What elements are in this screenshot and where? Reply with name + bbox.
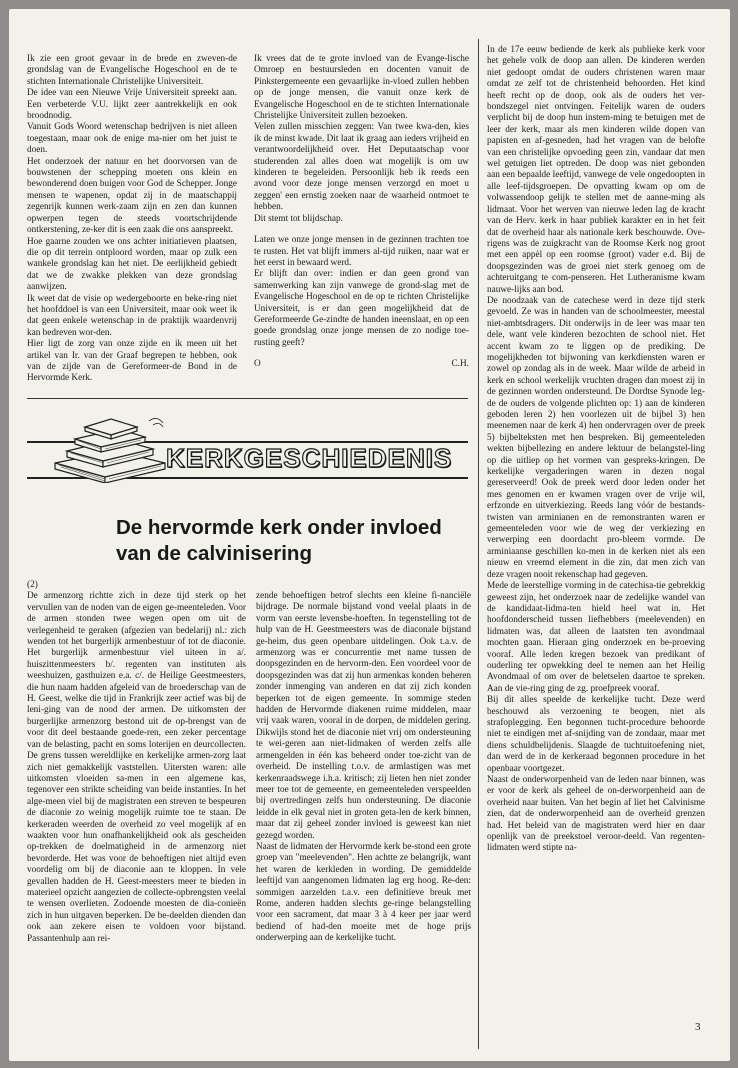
letter-paragraph: Ik vrees dat de te grote invloed van de Evange-lische Omroep en bestuursleden en docenten vanuit de Pinkstergemeente een gevaarlijke in-vloed zullen hebben op de jonge mensen, die vanuit onze kerk de Evangelische Hogeschool en de te stichten Internationale Christelijke Universiteit zullen bezoeken. — [254, 54, 469, 122]
article-part-number: (2) — [27, 580, 38, 590]
signature-author: C.H. — [451, 359, 469, 370]
section-banner — [27, 419, 468, 489]
article-paragraph: Naast de onderworpenheid van de leden naar binnen, was er voor de kerk als geheel de on-derworpenheid aan de overheid naar buiten. Van het begin af liet het Calvinisme zien, dat de onderworpenheid aan de overheid grenzen had. Het beleid van de magistraten werd hier en daar openlijk van de preekstoel veroor-deeld. Van regenten-lidmaten werd stipte na- — [487, 775, 705, 854]
article-paragraph: Mede de leerstellige vorming in de catechisa-tie gebrekkig geweest zijn, het onderzoek naar de zedelijke wandel van de kandidaat-lidma-ten hield heel wat in. Het hoofdonderscheid tussen liefhebbers (meelevenden) en lidmaten was, dat alleen de laatsten ten avondmaal mochten gaan. Hieraan ging onderzoek en be-proeving vooraf. Alle leden kregen bezoek van predikant of ouderling ter opwekking deel te nemen aan het Heilig Avondmaal of om over de beletselen daartoe te spreken. Aan de vie-ring ging de zg. proefpreek vooraf. — [487, 581, 705, 694]
article-paragraph: In de 17e eeuw bediende de kerk als publieke kerk voor het gehele volk de doop aan allen. De kinderen werden niet gedoopt omdat de ouders christenen waren maar omdat ze zelf tot de christenheid behoorden. Het kind heeft recht op de doop, ook als de ouders het ver-bondszegel niet ontvingen. Feitelijk waren de ouders verplicht bij de doop hun instem-ming te betuigen met de leer der kerk, maar als men kinderen wilde dopen van papisten en af-gesneden, had het vragen van de belofte van een christelijke opvoeding geen zin, vandaar dat men wel getuigen liet optreden. De doop was niet gebonden aan een bepaalde leeftijd, vanwege de vele ongedoopten in alle leef-tijdsgroepen. De opvatting kwam op om de volwassendoop gelijk te stellen met de aanne-ming als lidmaat. Voor het werven van nieuwe leden lag de kracht van de Herv. kerk in haar publiek karakter en in het feit dat de overheid haar als nationale kerk beschouwde. Ove-rigens was de zuigkracht van de Roomse Kerk nog groot met een appèl op een roomse (groot) vader e.d. Bij de doopsgezinden was de groei niet sterk genoeg om de achteruitgang te com-penseren. Het Lutheranisme kwam nauwe-lijks aan bod. — [487, 45, 705, 295]
magazine-page — [9, 9, 730, 1061]
books-illustration-icon — [45, 411, 185, 483]
letter-paragraph: Het onderzoek der natuur en het doorvorsen van de bouwstenen der schepping moeten ons klein en bewonderend doen buigen voor God de Schepper. Jonge mensen te wapenen, opdat zij in de maatschappij zegenrijk kunnen werk-zaam zijn en zen dan kunnen opwerpen tegen de steeds voortschrijdende ontkerstening, ze-ker dit is een zaak die ons aanspreekt. — [27, 156, 237, 236]
article-paragraph: Naast de lidmaten der Hervormde kerk be-stond een grote groep van "meelevenden". Hen achtte ze belangrijk, want het waren de kerkleden in wording. De gemiddelde leeftijd van aangenomen lidmaten lag erg hoog. Re-den: sommigen aarzelden t.a.v. een definitieve breuk met Rome, anderen hadden slechts ge-ringe belangstelling voor een sacrament, dat maar 3 à 4 keer per jaar werd bediend of had-den moeite met de hoge prijs onderwerping aan de kerkelijke tucht. — [256, 841, 471, 944]
page-number: 3 — [695, 1021, 701, 1033]
letter-paragraph: Dit stemt tot blijdschap. — [254, 213, 343, 224]
letter-column-middle — [254, 54, 469, 399]
article-column-2 — [256, 591, 471, 1021]
letter-signature — [254, 359, 469, 370]
article-title: De hervormde kerk onder invloed van de calvinisering — [116, 516, 442, 565]
article-paragraph: De noodzaak van de catechese werd in deze tijd sterk gevoeld. Ze was in handen van de schoolmeester, meestal niet-ambtsdragers. Dit onderwijs in de leer was maar ten dele, want vele kinderen bezochten de school niet. Het accent kwam zo te liggen op de prediking. De mogelijkheden tot bijwoning van kerkdiensten waren er zowel op zondag als in de week. Maar wilde de arbeid in kerk en school werkelijk vruchten dragen dan moest zij in de gezinnen worden ondersteund. De Dordtse Synode leg-de de ouders de volgende plichten op: 1) aan de kinderen geboden leren 2) hen voorlezen uit de bijbel 3) hen meenemen naar de kerk 4) hen ondervragen over de preek 5) bijbelteksten met hen bespreken. Bij gemeenteleden wekten bijbellezing en andere lektuur de belangstel-ling op die uitliep op het vormen van gespreks-kringen. De kerkelijke vergaderingen waren in dezen nogal gereserveerd! Ook de preek werd door leden onder het mes genomen en er kwamen vragen over de vrije wil, erfzonde en uitverkiezing. Reeds lang vóór de bestands-twisten van arminianen en de remonstranten waren er gemeenteleden voor wie de weg der verkiezing en verwerping een doordacht pro-bleem vormde. De arminiaanse geschillen ko-men in de kerken niet als een nieuw en vreemd element in die zin, dat men zich van deze vragen nooit rekenschap had gegeven. — [487, 295, 705, 580]
letter-paragraph: Vanuit Gods Woord wetenschap bedrijven is niet alleen toegestaan, maar ook de enige ma-nier om het juist te doen. — [27, 122, 237, 156]
letter-paragraph: Ik zie een groot gevaar in de brede en zweven-de grondslag van de Evangelische Hogeschool en de te stichten Internationale Christelijke Universiteit. — [27, 54, 237, 87]
section-label: KERKGESCHIEDENIS — [166, 443, 453, 473]
article-paragraph: zende behoeftigen betrof slechts een kleine fi-nanciële bijdrage. De normale bijstand vond veelal plaats in de vorm van eerste levensbe-hoeften. In tegenstelling tot de hulp van de H. Geestmeesters was de diaconale bijstand ge-heim, dus geen openbare uitdelingen. Ook t.a.v. de armenzorg was er concurrentie met name tussen de doopsgezinden en de hervorm-den. Een voordeel voor de doopsgezinden was dat zij hun armenkas konden beheren zonder inmenging van anderen en dat zij zich konden beperken tot de eigen gemeente. In sommige steden hadden de Hervormde diakenen ruime middelen, maar vrij vaak waren, vooral in de dorpen, de middelen gering. Dikwijls stond het de diaconie niet vrij om ondersteuning te wei-geren aan niet-lidmaken of werden zelfs alle armengelden in één kas beheerd onder toe-zicht van de overheid. De instelling t.o.v. de armlastigen was met kerkenraadswege i.h.a. kritisch; zij lieten hen niet zonder meer toe tot de gemeente, en gemeenteleden verspeelden bij overtredingen zelfs hun ondersteuning. De diaconie leidde in elk geval niet in groten geta-len de kerk binnen, maar dat zij geheel zonder invloed is geweest kan niet gezegd worden. — [256, 591, 471, 841]
letter-paragraph: De idee van een Nieuwe Vrije Universiteit spreekt aan. Een verbeterde V.U. lijkt zeer aantrekkelijk en ook broodnodig. — [27, 88, 237, 122]
article-paragraph: De armenzorg richtte zich in deze tijd sterk op het vervullen van de noden van de eigen ge-meenteleden. Voor de armen stonden twee wegen open om uit de verlegenheid te geraken (afgezien van bedelarij) nl.: zich wenden tot het burgerlijk armenbestuur of tot de diaconie. Het burgerlijk armenbestuur viel uiteen in a/. huiszittenmeesters b/. regenten van instituten als weeshuizen, gasthuizen e.a. c/. de Heilige Geestmeesters, die hun naam hadden afgeleid van de broederschap van de H. Geest, welke die tijd in Frankrijk zeer actief was bij de leni-ging van de nood der armen. De uitkomsten der burgerlijke armenzorg bestond uit de op-brengst van de voor dit deel bestaande goede-ren, een zeker percentage van de belasting, pacht en soms loterijen en deurcollecten. De grens tussen wereldlijke en kerkelijke armen-zorg laat zich niet gemakkelijk vaststellen. Uitersten waren: alle uitkomsten vloeiden sa-men in een algemene kas, tegenover een strikte scheiding van beide instanties. In het alge-meen viel bij de magistraten een streven te bespeuren de diaconie zo weinig mogelijk ruimte toe te staan. De kerkeraden weerden de overheid zo veel mogelijk af en waakten voor hun onafhankelijkheid ook als gescheiden op-trekken de doelmatigheid in de armenzorg niet bevorderde. Het was voor de behoeftigen niet altijd even voordelig om bij de diaconie aan te kloppen. In vele gevallen hadden de H. Geest-meesters meer te bieden in materieel opzicht aangezien de collecte-opbrengsten veelal te wensen overlieten. Zodoende moesten de dia-conieën zich in hun uitgaven beperken. De be-deelden dienden dan ook aan zekere eisen te voldoen voor bijstand. Passantenhulp aan rei- — [27, 591, 246, 944]
letter-paragraph: Hier ligt de zorg van onze zijde en ik meen uit het artikel van Ir. van der Graaf begrepen te hebben, ook van de zijde van de Gereformeer-de Bond in de Hervormde Kerk. — [27, 339, 237, 384]
letter-column-left — [27, 54, 237, 396]
article-column-3 — [487, 45, 705, 1023]
letter-paragraph: Ik weet dat de visie op wedergeboorte en beke-ring niet het hoofddoel is van een Universiteit, maar ook weet ik dat geen enkele wetenschap in de praktijk waardenvrij kan bedreven wor-den. — [27, 293, 237, 338]
column-divider — [478, 39, 479, 1049]
letter-paragraph: Er blijft dan over: indien er dan geen grond van samenwerking kan zijn vanwege de grond-slag met de Evangelische Hogeschool en de op te richten Christelijke Universiteit, is er dan geen mogelijkheid dat de Gereformeerde Ge-zindte de handen ineenslaat, en op een goede grondslag onze jonge mensen de zo nodige toe-rusting geeft? — [254, 269, 469, 348]
article-paragraph: Bij dit alles speelde de kerkelijke tucht. Deze werd beschouwd als verzoening te beogen, niet als strafoplegging. Een begonnen tucht-procedure behoorde niet te eindigen met af-snijding van de zondaar, maar met diens schuldbelijdenis. Slaagde de tuchtuitoefening niet, dan werd de in de kerkeraad begonnen procedure in het openbaar voortgezet. — [487, 695, 705, 774]
letter-paragraph: Laten we onze jonge mensen in de gezinnen trachten toe te rusten. Het vat blijft immers al-tijd ruiken, naar wat er het eerst in bewaard werd. — [254, 235, 469, 268]
letter-paragraph: Velen zullen misschien zeggen: Van twee kwa-den, kies ik de minst kwade. Dit laat ik graag aan ieders vrijheid en verantwoordelijkheid over. Het Deputaatschap voor studerenden zal alles doen wat mogelijk is om uw kinderen te begeleiden. Persoonlijk heb ik reeds een avond voor deze jonge mensen verzorgd en moet u zeggen' een ernstig zoeken naar de waarheid ontmoet te hebben. — [254, 122, 469, 213]
letter-paragraph: Hoe gaarne zouden we ons achter initiatieven plaatsen, die op dit terrein ontploord worden, maar op zulk een wankele grondslag kan het niet. De eerlijkheid gebiedt dat we de zwakke plekken van deze grondslag aanwijzen. — [27, 236, 237, 293]
section-divider — [27, 398, 468, 399]
article-column-1 — [27, 580, 246, 1020]
signature-initial: O — [254, 359, 261, 370]
